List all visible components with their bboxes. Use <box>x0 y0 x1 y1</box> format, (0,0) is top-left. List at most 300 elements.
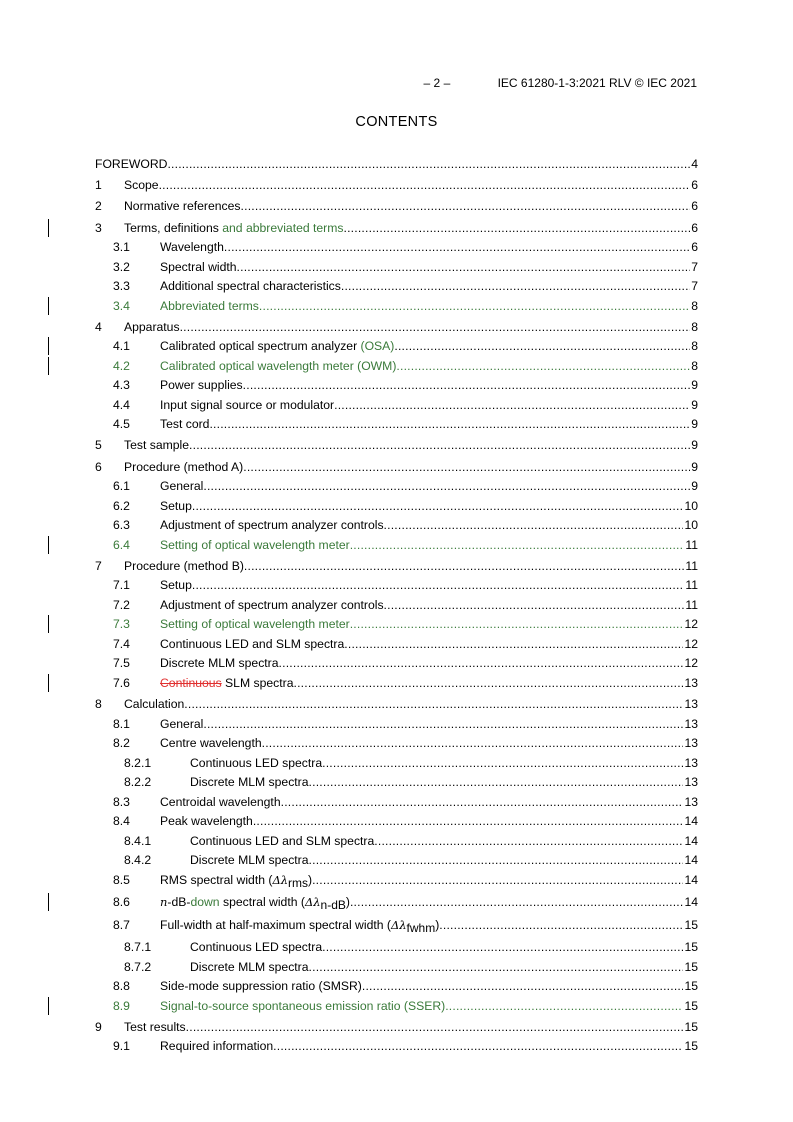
toc-entry-title-part: Test results <box>124 1019 186 1034</box>
toc-entry-title <box>160 538 350 552</box>
toc-entry-title <box>95 157 167 171</box>
page-title: CONTENTS <box>355 114 438 130</box>
toc-entry-title-part: Δλ <box>390 917 407 932</box>
toc-entry-title-part: RMS spectral width ( <box>160 872 273 887</box>
toc-entry-title <box>160 479 203 493</box>
dot-leader <box>309 775 684 789</box>
toc-entry-title <box>160 979 362 993</box>
toc-entry-number: 8.7 <box>113 917 130 932</box>
toc-entry[interactable] <box>95 775 698 795</box>
toc-entry[interactable] <box>95 598 698 618</box>
toc-entry[interactable] <box>95 378 698 398</box>
toc-entry-line <box>124 221 698 235</box>
toc-entry-line <box>160 872 698 890</box>
toc-entry-title <box>160 872 313 890</box>
toc-entry-page: 13 <box>684 755 698 770</box>
toc-entry-title <box>160 378 243 392</box>
toc-entry-line <box>124 320 698 334</box>
table-of-contents <box>95 157 698 1059</box>
toc-entry-page: 12 <box>684 636 698 651</box>
toc-entry-page: 15 <box>684 998 698 1013</box>
toc-entry-title-part: Spectral width <box>160 259 237 274</box>
change-bar <box>48 674 49 692</box>
toc-entry-title <box>160 717 203 731</box>
toc-entry-number: 8.3 <box>113 794 130 809</box>
toc-entry-title <box>160 299 259 313</box>
dot-leader <box>281 795 684 809</box>
toc-entry-number: 3.1 <box>113 240 130 255</box>
dot-leader <box>445 999 683 1013</box>
toc-entry-page: 10 <box>684 498 698 513</box>
toc-entry-line <box>160 895 698 912</box>
toc-entry-page: 13 <box>684 736 698 750</box>
toc-entry-line <box>190 853 698 867</box>
toc-entry[interactable] <box>95 178 698 198</box>
toc-entry[interactable] <box>95 499 698 519</box>
toc-entry-title <box>160 518 384 532</box>
dot-leader <box>279 656 684 670</box>
toc-entry-title-part: Signal-to-source spontaneous emission ratio (SSER) <box>160 998 446 1013</box>
toc-entry-title-part: Calculation <box>124 697 185 711</box>
toc-entry-title-part: Continuous LED spectra <box>190 755 323 770</box>
toc-entry-page: 9 <box>691 378 698 393</box>
toc-entry-number: 8.1 <box>113 716 130 731</box>
toc-entry[interactable] <box>95 438 698 458</box>
toc-entry-title-part: SLM spectra <box>221 675 294 690</box>
toc-entry-number: 3.2 <box>113 259 130 274</box>
toc-entry[interactable] <box>95 279 698 299</box>
toc-entry-title-part: down <box>190 895 220 909</box>
toc-entry-line <box>160 499 698 513</box>
toc-entry-number: 4.4 <box>113 397 130 412</box>
toc-entry-page: 12 <box>684 617 698 632</box>
toc-entry-title <box>160 240 224 254</box>
toc-entry-title-part: Apparatus <box>124 319 180 334</box>
toc-entry-title-part: Centroidal wavelength <box>160 794 281 809</box>
toc-entry-title <box>160 656 279 670</box>
toc-entry[interactable] <box>95 736 698 756</box>
dot-leader <box>362 979 684 993</box>
toc-entry-title-part: ) <box>435 917 440 932</box>
toc-entry-number: 4.1 <box>113 339 130 354</box>
toc-entry-number: 7 <box>95 558 102 573</box>
toc-entry-title-part: Normative references <box>124 199 241 214</box>
toc-entry-title <box>190 940 322 954</box>
toc-entry-page: 14 <box>684 895 698 909</box>
dot-leader <box>322 940 683 954</box>
toc-entry-title-part: (OSA) <box>360 339 395 354</box>
toc-entry-title-part: Wavelength <box>160 240 224 255</box>
toc-entry[interactable] <box>95 1039 698 1059</box>
toc-entry-title-part: Test sample <box>124 438 190 453</box>
toc-entry-page: 15 <box>684 1039 698 1054</box>
dot-leader <box>192 578 684 592</box>
toc-entry-line <box>160 299 698 313</box>
dot-leader <box>384 598 685 612</box>
toc-entry-title-part: Terms, definitions <box>124 220 223 235</box>
toc-entry-line <box>160 378 698 392</box>
toc-entry[interactable] <box>95 479 698 499</box>
toc-entry-line <box>160 999 698 1013</box>
toc-entry-page: 7 <box>691 279 698 294</box>
toc-entry-page: 6 <box>691 240 698 255</box>
change-bar <box>48 536 49 554</box>
toc-entry-page: 15 <box>684 959 698 974</box>
toc-entry-title-part: Calibrated optical spectrum analyzer <box>160 339 361 354</box>
dot-leader <box>259 299 690 313</box>
change-bar <box>48 337 49 355</box>
toc-entry-page: 14 <box>684 872 698 887</box>
toc-entry-line <box>160 417 698 431</box>
toc-entry-line <box>190 775 698 789</box>
toc-entry-number: 6.2 <box>113 498 130 513</box>
toc-entry-line <box>160 637 698 651</box>
toc-entry-number: 8 <box>95 697 102 711</box>
dot-leader <box>350 538 685 552</box>
toc-entry[interactable] <box>95 814 698 834</box>
toc-entry-title <box>124 438 189 452</box>
toc-entry-page: 11 <box>685 537 698 552</box>
change-bar <box>48 997 49 1015</box>
toc-entry-number: 7.4 <box>113 636 130 651</box>
toc-entry-title <box>160 637 344 651</box>
toc-entry[interactable] <box>95 578 698 598</box>
toc-entry[interactable] <box>95 320 698 340</box>
toc-entry[interactable] <box>95 676 698 696</box>
toc-entry[interactable] <box>95 538 698 558</box>
dot-leader <box>312 873 683 887</box>
dot-leader <box>180 320 691 334</box>
toc-entry-title <box>160 578 192 592</box>
dot-leader <box>396 359 690 373</box>
toc-entry-number: 9 <box>95 1019 102 1034</box>
toc-entry-number: 7.3 <box>113 617 130 632</box>
toc-entry-number: 6 <box>95 459 102 474</box>
toc-entry-line <box>160 917 698 935</box>
toc-entry[interactable] <box>95 398 698 418</box>
toc-entry-title <box>124 320 180 334</box>
toc-entry-title-part: Continuous LED and SLM spectra <box>160 636 345 651</box>
dot-leader <box>244 559 684 573</box>
toc-entry-number: 8.4.2 <box>124 853 152 867</box>
toc-entry-page: 13 <box>684 675 698 690</box>
toc-entry-title-part: Continuous LED spectra <box>190 940 323 954</box>
toc-entry-number: 7.6 <box>113 675 130 690</box>
toc-entry-title <box>160 895 350 912</box>
dot-leader <box>243 378 691 392</box>
toc-entry-page: 13 <box>684 697 698 711</box>
toc-entry-title <box>160 598 384 612</box>
toc-entry[interactable] <box>95 918 698 941</box>
toc-entry[interactable] <box>95 559 698 579</box>
toc-entry-title <box>160 499 192 513</box>
toc-entry[interactable] <box>95 240 698 260</box>
toc-entry-number: 5 <box>95 438 102 453</box>
toc-entry-title-part: Setup <box>160 578 192 593</box>
toc-entry[interactable] <box>95 999 698 1019</box>
document-id: IEC 61280-1-3:2021 RLV © IEC 2021 <box>497 76 697 90</box>
toc-entry[interactable] <box>95 979 698 999</box>
toc-entry-line <box>160 359 698 373</box>
toc-entry[interactable] <box>95 717 698 737</box>
toc-entry-line <box>160 398 698 412</box>
toc-entry-page: 8 <box>691 298 698 313</box>
toc-entry-title <box>190 775 309 789</box>
dot-leader <box>344 221 691 235</box>
dot-leader <box>341 279 690 293</box>
toc-entry-line <box>160 518 698 532</box>
toc-entry-title-part: Required information <box>160 1039 274 1054</box>
toc-entry-title-part: and abbreviated terms <box>222 220 344 235</box>
toc-entry-title <box>160 260 237 274</box>
toc-entry-title-part: Adjustment of spectrum analyzer controls <box>160 518 384 533</box>
toc-entry-page: 10 <box>684 518 698 533</box>
toc-entry-title <box>160 359 396 373</box>
toc-entry-title-part: fwhm <box>406 920 436 935</box>
toc-entry-number: 7.2 <box>113 597 130 612</box>
toc-entry-line <box>190 834 698 848</box>
toc-entry-page: 11 <box>685 578 698 593</box>
toc-entry[interactable] <box>95 697 698 717</box>
toc-entry-line <box>190 756 698 770</box>
toc-entry-number: 3.3 <box>113 279 130 294</box>
toc-entry-page: 9 <box>691 438 698 453</box>
toc-entry-title <box>124 460 243 474</box>
toc-entry-page: 9 <box>691 459 698 474</box>
toc-entry-page: 11 <box>685 558 698 573</box>
toc-entry-title-part: -dB- <box>167 895 191 909</box>
toc-entry-line <box>160 479 698 493</box>
dot-leader <box>203 479 690 493</box>
toc-entry-title-part: Power supplies <box>160 378 243 393</box>
toc-entry-title-part: Additional spectral characteristics <box>160 279 341 294</box>
toc-entry-number: 1 <box>95 178 102 193</box>
toc-entry-title-part: Adjustment of spectrum analyzer controls <box>160 597 384 612</box>
toc-entry[interactable] <box>95 873 698 896</box>
toc-entry-line <box>160 538 698 552</box>
toc-entry-title <box>190 853 309 867</box>
toc-entry[interactable] <box>95 221 698 241</box>
toc-entry-title-part: ) <box>345 895 350 909</box>
toc-entry-number: 8.4.1 <box>124 833 152 848</box>
toc-entry[interactable] <box>95 518 698 538</box>
toc-entry-line <box>190 960 698 974</box>
dot-leader <box>293 676 683 690</box>
toc-entry[interactable] <box>95 895 698 918</box>
toc-entry-title-part: Abbreviated terms <box>160 298 259 313</box>
toc-entry-line <box>124 559 698 573</box>
toc-entry-title-part: Discrete MLM spectra <box>160 656 279 671</box>
toc-entry-title <box>160 999 445 1013</box>
dot-leader <box>192 499 684 513</box>
toc-entry-page: 13 <box>684 716 698 731</box>
toc-entry-line <box>160 979 698 993</box>
toc-entry-title <box>190 834 374 848</box>
toc-entry-title-part: Calibrated optical wavelength meter (OWM) <box>160 358 397 373</box>
toc-entry-title-part: FOREWORD <box>95 157 168 171</box>
change-bar <box>48 219 49 237</box>
toc-entry-title <box>124 1020 186 1034</box>
toc-entry-title <box>190 756 322 770</box>
toc-entry-number: 8.9 <box>113 998 130 1013</box>
toc-entry-title-part: Δλ <box>272 872 289 887</box>
toc-entry-title-part: Setting of optical wavelength meter <box>160 617 350 632</box>
toc-entry[interactable] <box>95 960 698 980</box>
dot-leader <box>159 178 691 192</box>
toc-entry-title <box>160 795 281 809</box>
toc-entry-title-part: n-dB <box>320 898 346 912</box>
toc-entry-title <box>160 1039 273 1053</box>
toc-entry-page: 6 <box>691 178 698 193</box>
toc-entry[interactable] <box>95 417 698 437</box>
dot-leader <box>322 756 683 770</box>
toc-entry-page: 13 <box>684 794 698 809</box>
dot-leader <box>309 960 684 974</box>
toc-entry-page: 9 <box>691 417 698 432</box>
toc-entry-line <box>160 279 698 293</box>
toc-entry-page: 15 <box>684 940 698 954</box>
toc-entry-line <box>160 676 698 690</box>
toc-entry-number: 8.7.1 <box>124 940 152 954</box>
change-bar <box>48 357 49 375</box>
dot-leader <box>167 157 690 171</box>
toc-entry-number: 7.1 <box>113 578 130 593</box>
toc-entry-page: 6 <box>691 220 698 235</box>
toc-entry-title-part: Peak wavelength <box>160 814 253 828</box>
toc-entry-page: 8 <box>691 358 698 373</box>
toc-entry[interactable] <box>95 1020 698 1040</box>
toc-entry-number: 3 <box>95 220 102 235</box>
dot-leader <box>394 339 690 353</box>
toc-entry[interactable] <box>95 157 698 177</box>
toc-entry-title <box>190 960 309 974</box>
dot-leader <box>262 736 684 750</box>
toc-entry-title <box>160 617 350 631</box>
dot-leader <box>309 853 684 867</box>
dot-leader <box>243 460 690 474</box>
toc-entry-title-part: Scope <box>124 178 159 193</box>
toc-entry-title <box>160 814 253 828</box>
toc-entry[interactable] <box>95 656 698 676</box>
toc-entry-line <box>160 814 698 828</box>
toc-entry-title-part: Input signal source or modulator <box>160 397 335 412</box>
toc-entry-line <box>124 438 698 452</box>
page-number: – 2 – <box>423 76 451 90</box>
dot-leader <box>186 1020 684 1034</box>
dot-leader <box>439 918 683 932</box>
toc-entry-line <box>124 1020 698 1034</box>
toc-entry-number: 4.2 <box>113 358 130 373</box>
toc-entry[interactable] <box>95 853 698 873</box>
toc-entry-page: 15 <box>684 917 698 932</box>
toc-entry-number: 9.1 <box>113 1039 130 1054</box>
toc-entry-title <box>124 221 344 235</box>
dot-leader <box>374 834 683 848</box>
toc-entry-title-part: Discrete MLM spectra <box>190 775 309 789</box>
toc-entry-number: 6.4 <box>113 537 130 552</box>
page-header <box>424 76 697 90</box>
change-bar <box>48 615 49 633</box>
toc-entry-line <box>124 460 698 474</box>
toc-entry-line <box>160 260 698 274</box>
dot-leader <box>224 240 690 254</box>
toc-entry[interactable] <box>95 199 698 219</box>
toc-entry-number: 4 <box>95 319 102 334</box>
toc-entry-title-part: Full-width at half-maximum spectral width ( <box>160 917 391 932</box>
toc-entry-title <box>124 199 241 213</box>
toc-entry[interactable] <box>95 359 698 379</box>
toc-entry-line <box>124 178 698 192</box>
toc-entry-page: 7 <box>691 259 698 274</box>
dot-leader <box>203 717 683 731</box>
toc-entry[interactable] <box>95 795 698 815</box>
toc-entry-title-part: Procedure (method A) <box>124 459 244 474</box>
toc-entry[interactable] <box>95 260 698 280</box>
change-bar <box>48 893 49 911</box>
toc-entry-number: 8.6 <box>113 895 130 909</box>
dot-leader <box>237 260 691 274</box>
toc-entry-title <box>160 676 293 690</box>
toc-entry-page: 9 <box>691 397 698 412</box>
toc-entry-line <box>160 795 698 809</box>
toc-entry-line <box>160 339 698 353</box>
toc-entry-title-part: Discrete MLM spectra <box>190 853 309 867</box>
dot-leader <box>209 417 690 431</box>
toc-entry[interactable] <box>95 940 698 960</box>
toc-entry-title-part: Test cord <box>160 417 210 432</box>
toc-entry-page: 15 <box>684 1019 698 1034</box>
toc-entry-page: 15 <box>684 979 698 993</box>
toc-entry-title <box>124 178 159 192</box>
toc-entry-title-part: General <box>160 716 204 731</box>
toc-entry-number: 8.4 <box>113 814 130 828</box>
toc-entry-title-part: General <box>160 479 204 494</box>
toc-entry-title-part: Continuous <box>160 675 222 690</box>
toc-entry-title-part: Setting of optical wavelength meter <box>160 537 350 552</box>
toc-entry-title-part: Continuous LED and SLM spectra <box>190 833 375 848</box>
toc-entry[interactable] <box>95 339 698 359</box>
toc-entry-line <box>190 940 698 954</box>
toc-entry[interactable] <box>95 756 698 776</box>
toc-entry-page: 14 <box>684 814 698 828</box>
toc-entry-title-part: Side-mode suppression ratio (SMSR) <box>160 979 362 993</box>
toc-entry[interactable] <box>95 460 698 480</box>
dot-leader <box>253 814 684 828</box>
dot-leader <box>241 199 691 213</box>
toc-entry-number: 6.3 <box>113 518 130 533</box>
toc-entry-title-part: ) <box>308 872 313 887</box>
toc-entry-page: 6 <box>691 199 698 214</box>
toc-entry-title <box>160 736 262 750</box>
toc-entry-number: 8.8 <box>113 979 130 993</box>
toc-entry-title-part: n <box>160 895 168 909</box>
toc-entry[interactable] <box>95 834 698 854</box>
dot-leader <box>273 1039 683 1053</box>
toc-entry[interactable] <box>95 617 698 637</box>
toc-entry[interactable] <box>95 299 698 319</box>
toc-entry[interactable] <box>95 637 698 657</box>
toc-entry-page: 13 <box>684 775 698 789</box>
dot-leader <box>334 398 690 412</box>
dot-leader <box>189 438 690 452</box>
toc-entry-line <box>160 1039 698 1053</box>
toc-entry-page: 11 <box>685 597 698 612</box>
toc-entry-title <box>124 697 184 711</box>
toc-entry-number: 3.4 <box>113 298 130 313</box>
toc-entry-page: 8 <box>691 339 698 354</box>
toc-entry-line <box>160 240 698 254</box>
toc-entry-number: 8.7.2 <box>124 959 152 974</box>
